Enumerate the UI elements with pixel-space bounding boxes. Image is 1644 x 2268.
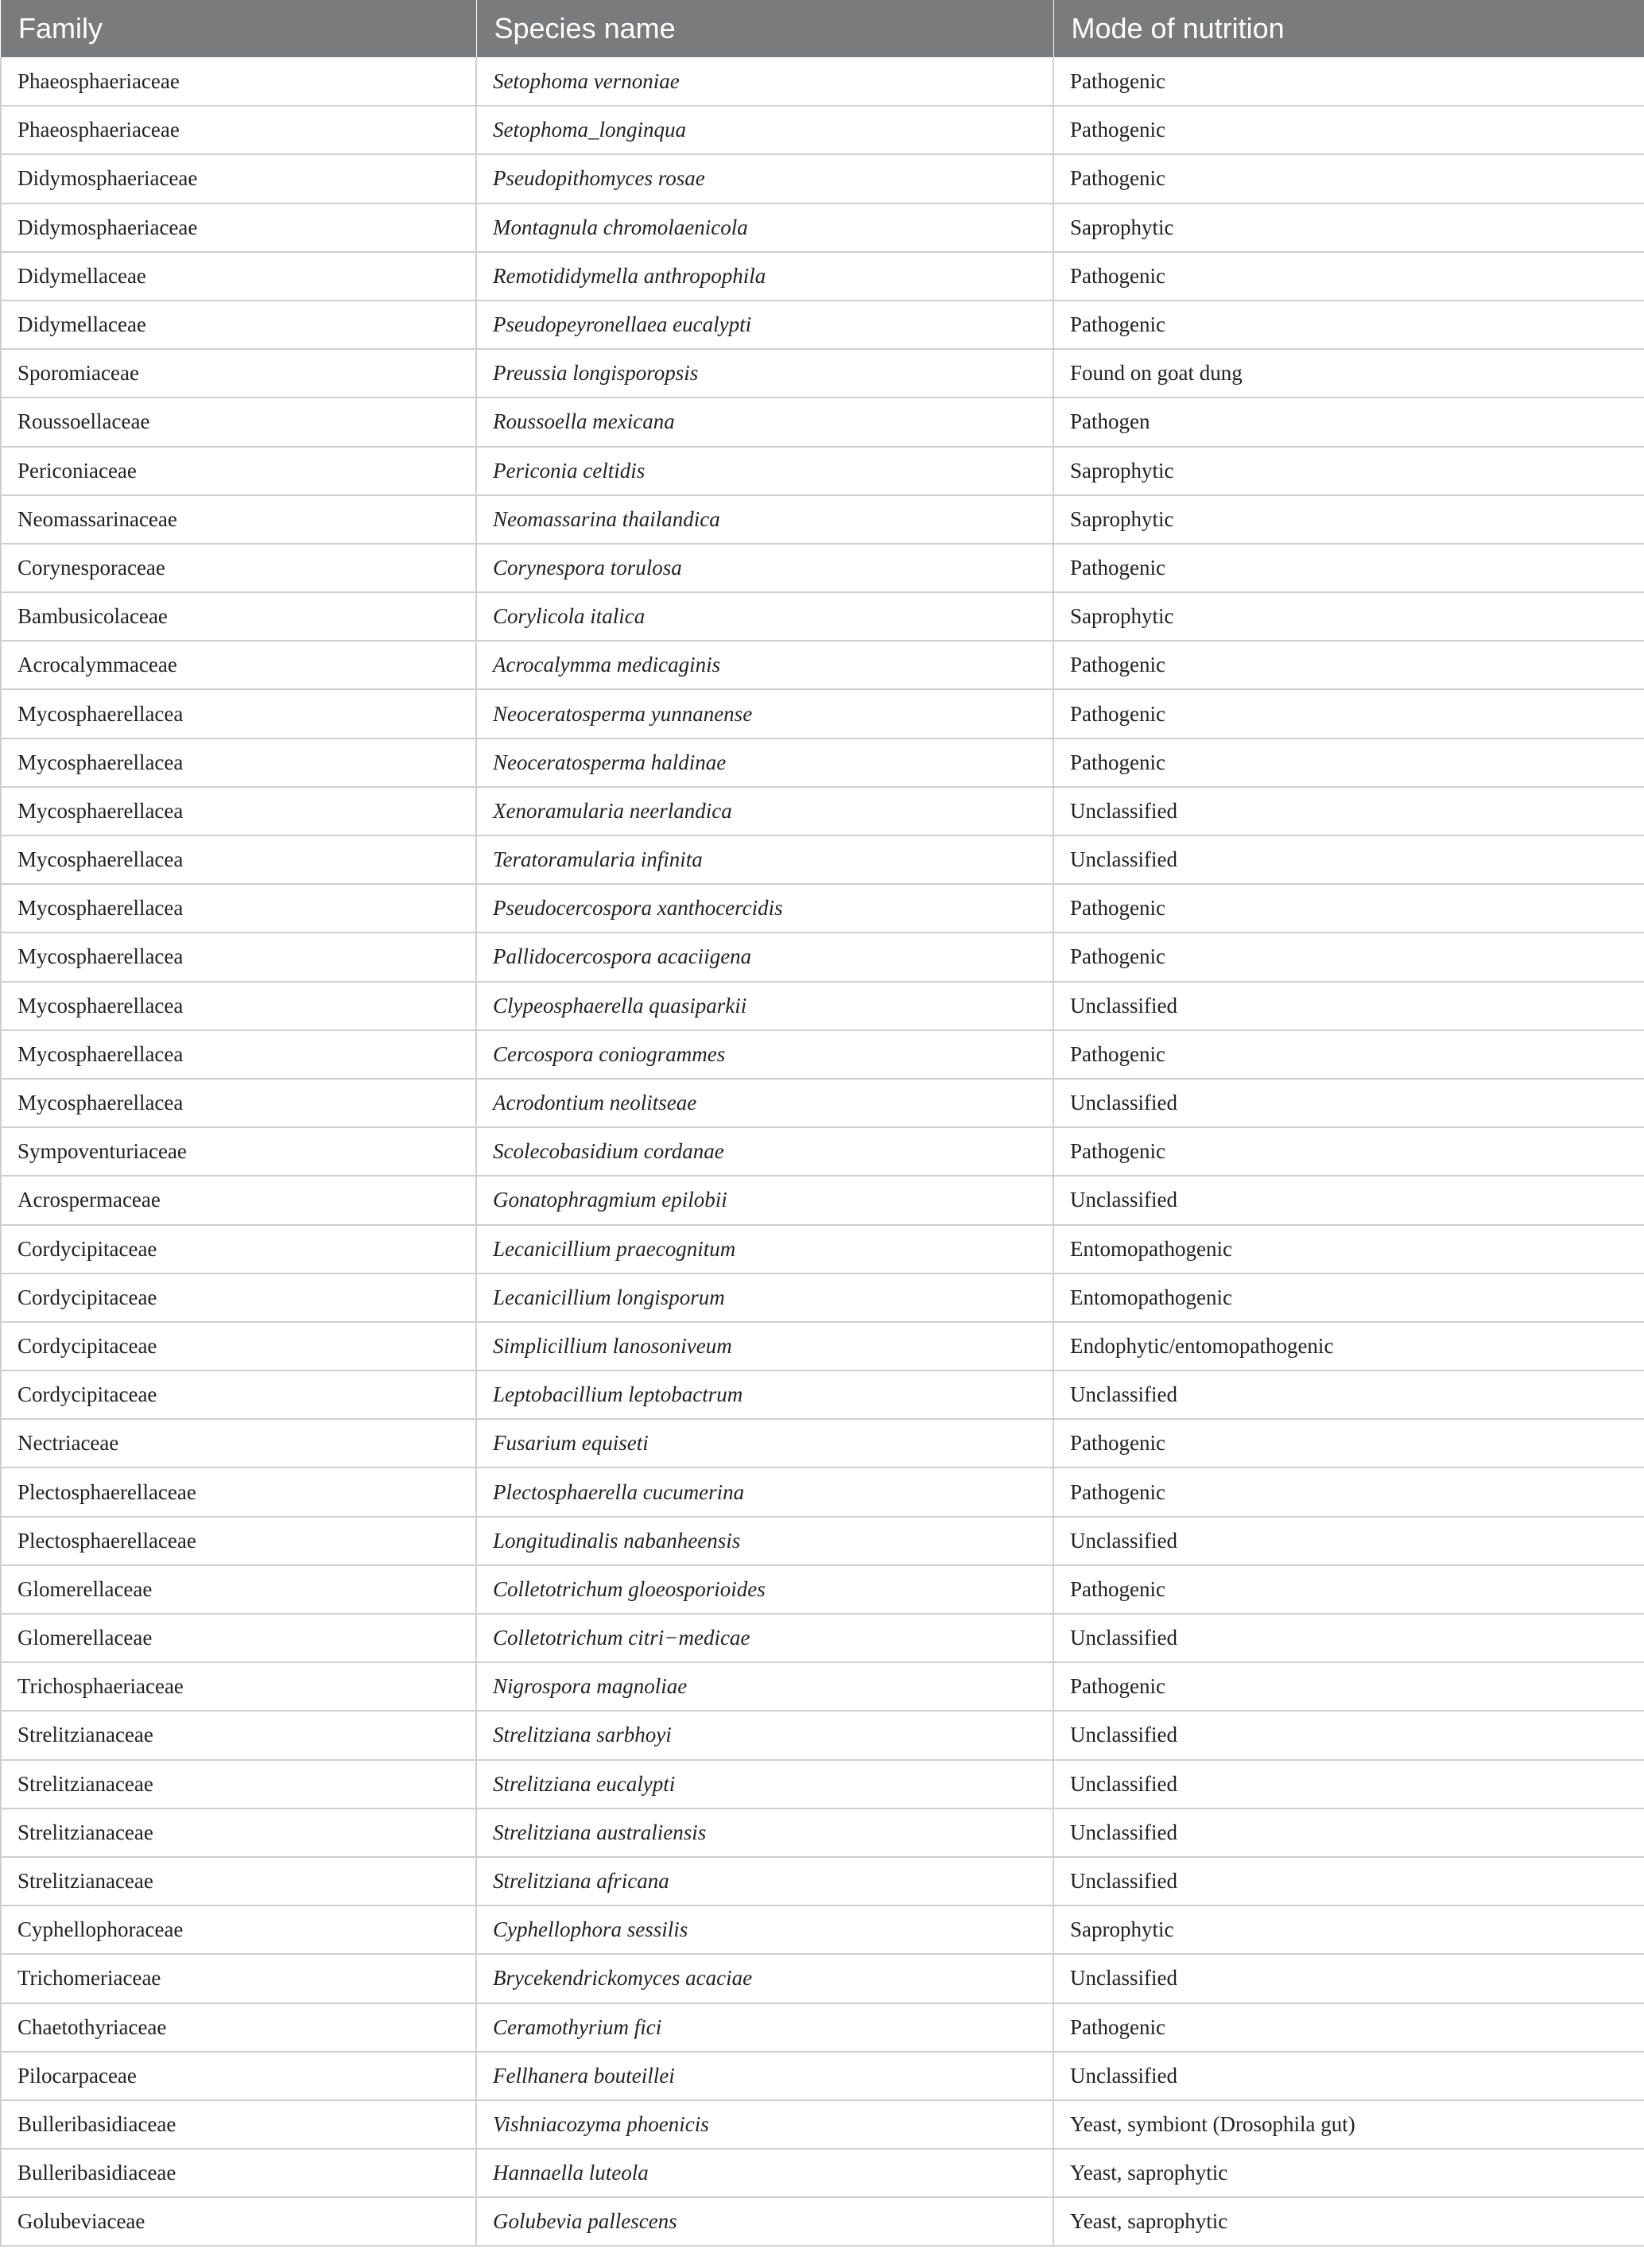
mode-of-nutrition-cell: Unclassified (1053, 982, 1644, 1030)
species-name-cell: Acrodontium neolitseae (476, 1079, 1053, 1127)
family-cell: Golubeviaceae (1, 2197, 476, 2246)
mode-of-nutrition-cell: Pathogenic (1053, 252, 1644, 300)
mode-of-nutrition-cell: Unclassified (1053, 1857, 1644, 1906)
family-cell: Sympoventuriaceae (1, 1127, 476, 1176)
table-row (1, 204, 1644, 252)
mode-of-nutrition-cell: Unclassified (1053, 1954, 1644, 2002)
table-row (1, 2100, 1644, 2149)
mode-of-nutrition-cell: Unclassified (1053, 1711, 1644, 1759)
species-name-cell: Cercospora coniogrammes (476, 1030, 1053, 1079)
family-cell: Mycosphaerellacea (1, 1030, 476, 1079)
table-body (1, 57, 1644, 2246)
mode-of-nutrition-cell: Unclassified (1053, 1517, 1644, 1565)
family-cell: Didymosphaeriaceae (1, 154, 476, 203)
species-name-cell: Brycekendrickomyces acaciae (476, 1954, 1053, 2002)
species-name-cell: Ceramothyrium fici (476, 2003, 1053, 2052)
family-cell: Trichosphaeriaceae (1, 1662, 476, 1711)
mode-of-nutrition-cell: Pathogenic (1053, 1127, 1644, 1176)
mode-of-nutrition-cell: Unclassified (1053, 1614, 1644, 1662)
mode-of-nutrition-cell: Pathogen (1053, 397, 1644, 446)
species-name-cell: Strelitziana australiensis (476, 1809, 1053, 1857)
table-row (1, 1906, 1644, 1954)
species-name-cell: Pallidocercospora acaciigena (476, 932, 1053, 981)
mode-of-nutrition-cell: Pathogenic (1053, 300, 1644, 349)
species-name-cell: Colletotrichum citri−medicae (476, 1614, 1053, 1662)
mode-of-nutrition-cell: Found on goat dung (1053, 349, 1644, 397)
mode-of-nutrition-cell: Pathogenic (1053, 689, 1644, 738)
table-row (1, 1176, 1644, 1224)
header-family: Family (1, 0, 476, 57)
species-name-cell: Nigrospora magnoliae (476, 1662, 1053, 1711)
family-cell: Phaeosphaeriaceae (1, 106, 476, 154)
species-name-cell: Scolecobasidium cordanae (476, 1127, 1053, 1176)
family-cell: Pilocarpaceae (1, 2052, 476, 2100)
family-cell: Plectosphaerellaceae (1, 1517, 476, 1565)
mode-of-nutrition-cell: Pathogenic (1053, 1662, 1644, 1711)
species-name-cell: Periconia celtidis (476, 447, 1053, 495)
table-row (1, 2003, 1644, 2052)
family-cell: Acrospermaceae (1, 1176, 476, 1224)
table-row (1, 349, 1644, 397)
mode-of-nutrition-cell: Unclassified (1053, 2052, 1644, 2100)
table-row (1, 1662, 1644, 1711)
family-cell: Mycosphaerellacea (1, 739, 476, 787)
species-name-cell: Simplicillium lanosoniveum (476, 1322, 1053, 1370)
table-row (1, 1760, 1644, 1809)
species-name-cell: Clypeosphaerella quasiparkii (476, 982, 1053, 1030)
mode-of-nutrition-cell: Unclassified (1053, 1809, 1644, 1857)
species-name-cell: Gonatophragmium epilobii (476, 1176, 1053, 1224)
mode-of-nutrition-cell: Pathogenic (1053, 154, 1644, 203)
family-cell: Mycosphaerellacea (1, 835, 476, 884)
table-row (1, 1419, 1644, 1467)
species-name-cell: Cyphellophora sessilis (476, 1906, 1053, 1954)
species-name-cell: Remotididymella anthropophila (476, 252, 1053, 300)
table-row (1, 1809, 1644, 1857)
family-cell: Strelitzianaceae (1, 1711, 476, 1759)
family-cell: Acrocalymmaceae (1, 641, 476, 689)
mode-of-nutrition-cell: Unclassified (1053, 835, 1644, 884)
table-row (1, 592, 1644, 641)
family-cell: Strelitzianaceae (1, 1760, 476, 1809)
species-name-cell: Acrocalymma medicaginis (476, 641, 1053, 689)
mode-of-nutrition-cell: Pathogenic (1053, 1030, 1644, 1079)
mode-of-nutrition-cell: Saprophytic (1053, 204, 1644, 252)
family-cell: Sporomiaceae (1, 349, 476, 397)
table-row (1, 57, 1644, 106)
table-row (1, 544, 1644, 592)
family-cell: Mycosphaerellacea (1, 1079, 476, 1127)
family-cell: Neomassarinaceae (1, 495, 476, 544)
species-name-cell: Neomassarina thailandica (476, 495, 1053, 544)
mode-of-nutrition-cell: Saprophytic (1053, 447, 1644, 495)
mode-of-nutrition-cell: Saprophytic (1053, 592, 1644, 641)
mode-of-nutrition-cell: Pathogenic (1053, 2003, 1644, 2052)
table-row (1, 1079, 1644, 1127)
species-name-cell: Neoceratosperma yunnanense (476, 689, 1053, 738)
family-cell: Corynesporaceae (1, 544, 476, 592)
mode-of-nutrition-cell: Saprophytic (1053, 495, 1644, 544)
table-row (1, 1274, 1644, 1322)
mode-of-nutrition-cell: Pathogenic (1053, 544, 1644, 592)
family-cell: Bulleribasidiaceae (1, 2149, 476, 2197)
family-cell: Mycosphaerellacea (1, 884, 476, 932)
header-mode-of-nutrition: Mode of nutrition (1053, 0, 1644, 57)
species-name-cell: Lecanicillium longisporum (476, 1274, 1053, 1322)
species-name-cell: Strelitziana sarbhoyi (476, 1711, 1053, 1759)
species-name-cell: Colletotrichum gloeosporioides (476, 1565, 1053, 1614)
species-name-cell: Fellhanera bouteillei (476, 2052, 1053, 2100)
table-row (1, 1030, 1644, 1079)
table-row (1, 1370, 1644, 1419)
family-cell: Chaetothyriaceae (1, 2003, 476, 2052)
species-name-cell: Longitudinalis nabanheensis (476, 1517, 1053, 1565)
family-cell: Mycosphaerellacea (1, 689, 476, 738)
family-cell: Mycosphaerellacea (1, 787, 476, 835)
table-row (1, 1322, 1644, 1370)
family-cell: Cordycipitaceae (1, 1225, 476, 1274)
table-row (1, 447, 1644, 495)
mode-of-nutrition-cell: Endophytic/entomopathogenic (1053, 1322, 1644, 1370)
species-name-cell: Setophoma vernoniae (476, 57, 1053, 106)
table-header (1, 0, 1644, 57)
species-name-cell: Golubevia pallescens (476, 2197, 1053, 2246)
mode-of-nutrition-cell: Saprophytic (1053, 1906, 1644, 1954)
mode-of-nutrition-cell: Unclassified (1053, 787, 1644, 835)
family-cell: Didymellaceae (1, 300, 476, 349)
table-row (1, 1565, 1644, 1614)
table-row (1, 2149, 1644, 2197)
family-cell: Bulleribasidiaceae (1, 2100, 476, 2149)
table-row (1, 1614, 1644, 1662)
mode-of-nutrition-cell: Yeast, saprophytic (1053, 2149, 1644, 2197)
mode-of-nutrition-cell: Unclassified (1053, 1760, 1644, 1809)
family-cell: Cordycipitaceae (1, 1274, 476, 1322)
mode-of-nutrition-cell: Pathogenic (1053, 739, 1644, 787)
table-row (1, 397, 1644, 446)
species-name-cell: Hannaella luteola (476, 2149, 1053, 2197)
table-row (1, 300, 1644, 349)
species-name-cell: Preussia longisporopsis (476, 349, 1053, 397)
table-row (1, 689, 1644, 738)
species-name-cell: Strelitziana africana (476, 1857, 1053, 1906)
family-cell: Trichomeriaceae (1, 1954, 476, 2002)
mode-of-nutrition-cell: Yeast, saprophytic (1053, 2197, 1644, 2246)
family-cell: Bambusicolaceae (1, 592, 476, 641)
mode-of-nutrition-cell: Unclassified (1053, 1370, 1644, 1419)
family-cell: Plectosphaerellaceae (1, 1467, 476, 1516)
species-name-cell: Lecanicillium praecognitum (476, 1225, 1053, 1274)
mode-of-nutrition-cell: Pathogenic (1053, 932, 1644, 981)
family-cell: Strelitzianaceae (1, 1857, 476, 1906)
family-cell: Didymosphaeriaceae (1, 204, 476, 252)
table-row (1, 2052, 1644, 2100)
family-cell: Roussoellaceae (1, 397, 476, 446)
species-name-cell: Leptobacillium leptobactrum (476, 1370, 1053, 1419)
mode-of-nutrition-cell: Yeast, symbiont (Drosophila gut) (1053, 2100, 1644, 2149)
family-cell: Glomerellaceae (1, 1614, 476, 1662)
table-row (1, 1517, 1644, 1565)
table-row (1, 739, 1644, 787)
family-cell: Nectriaceae (1, 1419, 476, 1467)
table-row (1, 252, 1644, 300)
mode-of-nutrition-cell: Pathogenic (1053, 641, 1644, 689)
family-cell: Glomerellaceae (1, 1565, 476, 1614)
mode-of-nutrition-cell: Pathogenic (1053, 1419, 1644, 1467)
species-name-cell: Corylicola italica (476, 592, 1053, 641)
family-cell: Didymellaceae (1, 252, 476, 300)
table-row (1, 1857, 1644, 1906)
family-cell: Cyphellophoraceae (1, 1906, 476, 1954)
species-name-cell: Montagnula chromolaenicola (476, 204, 1053, 252)
species-name-cell: Fusarium equiseti (476, 1419, 1053, 1467)
family-cell: Phaeosphaeriaceae (1, 57, 476, 106)
table-row (1, 106, 1644, 154)
table-row (1, 884, 1644, 932)
mode-of-nutrition-cell: Entomopathogenic (1053, 1274, 1644, 1322)
species-name-cell: Corynespora torulosa (476, 544, 1053, 592)
mode-of-nutrition-cell: Pathogenic (1053, 1467, 1644, 1516)
table-row (1, 835, 1644, 884)
mode-of-nutrition-cell: Unclassified (1053, 1079, 1644, 1127)
species-name-cell: Strelitziana eucalypti (476, 1760, 1053, 1809)
family-cell: Strelitzianaceae (1, 1809, 476, 1857)
mode-of-nutrition-cell: Pathogenic (1053, 884, 1644, 932)
family-cell: Cordycipitaceae (1, 1370, 476, 1419)
table-row (1, 932, 1644, 981)
table-row (1, 495, 1644, 544)
species-name-cell: Pseudopeyronellaea eucalypti (476, 300, 1053, 349)
header-row (1, 0, 1644, 57)
mode-of-nutrition-cell: Pathogenic (1053, 57, 1644, 106)
table-row (1, 641, 1644, 689)
family-cell: Cordycipitaceae (1, 1322, 476, 1370)
species-name-cell: Roussoella mexicana (476, 397, 1053, 446)
mode-of-nutrition-cell: Unclassified (1053, 1176, 1644, 1224)
table-row (1, 787, 1644, 835)
species-name-cell: Vishniacozyma phoenicis (476, 2100, 1053, 2149)
table-row (1, 154, 1644, 203)
header-species-name: Species name (476, 0, 1053, 57)
mode-of-nutrition-cell: Pathogenic (1053, 1565, 1644, 1614)
species-name-cell: Plectosphaerella cucumerina (476, 1467, 1053, 1516)
family-cell: Periconiaceae (1, 447, 476, 495)
table-row (1, 2197, 1644, 2246)
species-name-cell: Pseudocercospora xanthocercidis (476, 884, 1053, 932)
table-row (1, 1467, 1644, 1516)
species-name-cell: Setophoma_longinqua (476, 106, 1053, 154)
species-name-cell: Neoceratosperma haldinae (476, 739, 1053, 787)
table-row (1, 1225, 1644, 1274)
family-cell: Mycosphaerellacea (1, 932, 476, 981)
table-row (1, 1127, 1644, 1176)
species-name-cell: Pseudopithomyces rosae (476, 154, 1053, 203)
mode-of-nutrition-cell: Pathogenic (1053, 106, 1644, 154)
family-cell: Mycosphaerellacea (1, 982, 476, 1030)
mode-of-nutrition-cell: Entomopathogenic (1053, 1225, 1644, 1274)
table-row (1, 982, 1644, 1030)
species-name-cell: Xenoramularia neerlandica (476, 787, 1053, 835)
species-name-cell: Teratoramularia infinita (476, 835, 1053, 884)
table-row (1, 1711, 1644, 1759)
table-row (1, 1954, 1644, 2002)
